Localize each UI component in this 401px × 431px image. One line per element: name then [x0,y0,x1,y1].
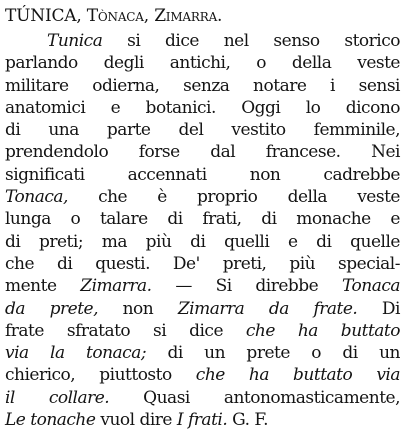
text-line [5,208,400,230]
text-segment: non [98,298,178,319]
text-segment: si dice nel senso storico [102,31,400,51]
text-line [5,364,400,386]
italic-term: il collare. [5,387,110,408]
text-segment: significati accennati non cadrebbe [5,164,400,185]
text-segment: Di [357,298,400,319]
text-line [5,231,400,253]
text-line [5,320,400,342]
text-segment: Quasi antonomasticamente, [109,387,400,408]
italic-term: Tonaca [342,276,400,297]
italic-term: Tonaca, [5,187,68,208]
text-line [5,387,400,409]
italic-term: Le tonache [5,410,96,431]
text-segment: lunga o talare di frati, di monache e [5,209,400,230]
entry-body [5,30,400,431]
text-segment: che di questi. De' preti, più special- [5,253,400,274]
heading-term-tunica: TÚNICA, [5,6,82,26]
text-line [5,342,400,364]
text-line [5,75,400,97]
italic-term: Zimarra da frate. [177,298,358,319]
text-line [5,253,400,275]
text-segment: militare odierna, senza notare i sensi [5,75,400,96]
text-segment: di preti; ma più di quelli e di quelle [5,231,400,252]
text-line [5,119,400,141]
italic-term: Zimarra. [80,276,152,297]
text-line [5,186,400,208]
text-segment: di un prete o di un [146,343,400,364]
text-segment: — Si direbbe [151,276,342,297]
heading-term-tonaca: Tònaca, [86,6,149,26]
text-line [5,409,400,431]
text-segment: mente [5,276,81,297]
heading-term-zimarra: Zimarra. [154,6,223,26]
text-segment: che è proprio della veste [67,187,400,208]
italic-term: che ha buttato via [195,365,400,386]
text-segment: G. F. [227,410,268,431]
text-segment: prendendolo forse dal francese. Nei [5,142,400,163]
italic-term: via la tonaca; [5,343,147,364]
text-segment: anatomici e botanici. Oggi lo dicono [5,97,400,118]
text-line [5,298,400,320]
text-segment: vuol dire [95,410,177,431]
text-line [5,52,400,74]
text-segment: frate sfratato si dice [5,320,246,341]
italic-term: Tunica [47,31,103,51]
text-line [5,97,400,119]
text-line [5,164,400,186]
text-line [5,141,400,163]
text-line [5,30,400,52]
text-line [5,275,400,297]
italic-term: I frati. [176,410,228,431]
entry-heading [5,3,400,30]
italic-term: da prete, [5,298,98,319]
dictionary-entry [5,3,400,431]
text-segment: di una parte del vestito femminile, [5,120,400,141]
italic-term: che ha buttato [245,320,401,341]
text-segment: parlando degli antichi, o della veste [5,53,400,74]
text-segment: chierico, piuttosto [5,365,196,386]
